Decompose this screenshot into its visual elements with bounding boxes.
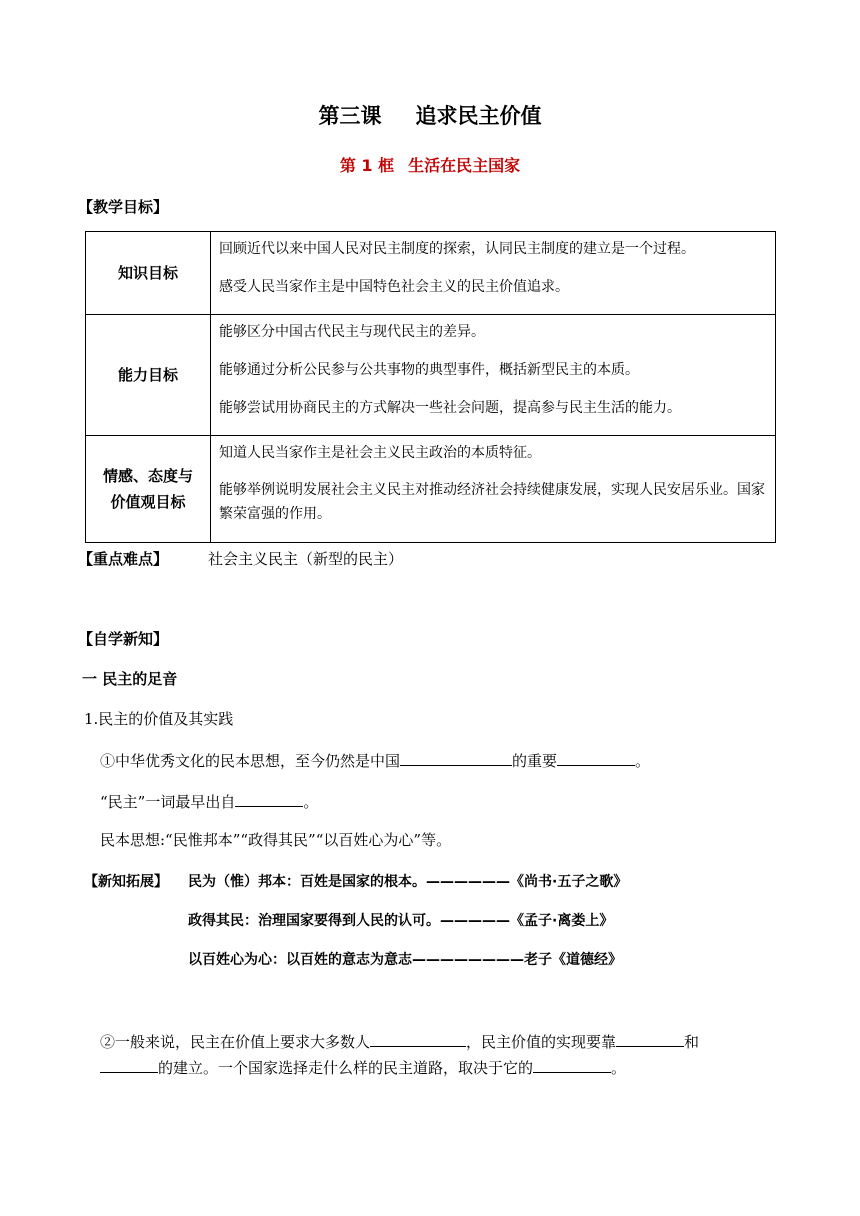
goal-item: 回顾近代以来中国人民对民主制度的探索，认同民主制度的建立是一个过程。 <box>219 241 695 257</box>
section-heading: 一 民主的足音 <box>82 670 178 688</box>
section-subtitle <box>0 153 860 176</box>
text-segment: ②一般来说，民主在价值上要求大多数人 <box>100 1033 371 1051</box>
answer-blank[interactable] <box>400 749 512 766</box>
key-points-heading: 【重点难点】 <box>78 550 169 568</box>
goal-item: 知道人民当家作主是社会主义民主政治的本质特征。 <box>219 445 541 461</box>
fill-line-2 <box>100 790 318 812</box>
goal-content <box>211 315 776 436</box>
goal-item: 感受人民当家作主是中国特色社会主义的民主价值追求。 <box>219 279 569 295</box>
goal-item: 能够举例说明发展社会主义民主对推动经济社会持续健康发展，实现人民安居乐业。国家繁荣富强的作用。 <box>219 482 765 522</box>
goal-item: 能够区分中国古代民主与现代民主的差异。 <box>219 324 485 340</box>
text-segment: 。 <box>635 752 651 770</box>
text-segment: 。 <box>303 793 319 811</box>
goal-label: 能力目标 <box>86 315 211 436</box>
fill-line-1 <box>100 749 650 771</box>
goals-row-knowledge <box>86 232 776 315</box>
subtitle-number: 第 1 框 <box>339 156 395 175</box>
extension-quote: 政得其民：治理国家要得到人民的认可。—————《孟子·离娄上》 <box>188 913 614 929</box>
extension-quote: 以百姓心为心：以百姓的意志为意志————————老子《道德经》 <box>188 952 622 968</box>
extension-label: 【新知拓展】 <box>84 874 168 890</box>
answer-blank[interactable] <box>370 1030 466 1047</box>
goals-row-ability <box>86 315 776 436</box>
answer-blank[interactable] <box>100 1056 158 1073</box>
text-segment: “民主”一词最早出自 <box>100 793 236 811</box>
lesson-title-number: 第三课 <box>318 104 382 128</box>
teaching-goals-heading: 【教学目标】 <box>78 198 169 216</box>
lesson-title <box>0 100 860 130</box>
key-points <box>78 548 403 569</box>
answer-blank[interactable] <box>533 1056 611 1073</box>
goal-item: 能够尝试用协商民主的方式解决一些社会问题，提高参与民主生活的能力。 <box>219 400 681 416</box>
key-points-text: 社会主义民主（新型的民主） <box>208 550 404 568</box>
teaching-goals-table <box>85 231 776 543</box>
text-segment: 。 <box>611 1059 627 1077</box>
goal-label: 知识目标 <box>86 232 211 315</box>
answer-blank[interactable] <box>235 790 303 807</box>
text-segment: 的建立。一个国家选择走什么样的民主道路，取决于它的 <box>158 1059 534 1077</box>
goal-label-line: 价值观目标 <box>110 493 186 511</box>
lesson-title-name: 追求民主价值 <box>415 104 542 128</box>
text-segment: ，民主价值的实现要靠 <box>466 1033 617 1051</box>
answer-blank[interactable] <box>616 1030 684 1047</box>
self-study-heading: 【自学新知】 <box>78 630 169 648</box>
subtitle-name: 生活在民主国家 <box>408 156 521 175</box>
goal-label <box>86 436 211 543</box>
text-segment: 的重要 <box>512 752 558 770</box>
goal-content <box>211 436 776 543</box>
item-heading: 1.民主的价值及其实践 <box>84 710 234 728</box>
fill-line-4 <box>100 1030 699 1052</box>
goals-row-attitude <box>86 436 776 543</box>
text-segment: ①中华优秀文化的民本思想，至今仍然是中国 <box>100 752 401 770</box>
text-segment: 和 <box>684 1033 700 1051</box>
minben-thought-line: 民本思想:“民惟邦本”“政得其民”“以百姓心为心”等。 <box>100 831 452 849</box>
extension-quote: 民为（惟）邦本：百姓是国家的根本。——————《尚书·五子之歌》 <box>188 874 628 890</box>
goal-label-line: 情感、态度与 <box>102 467 193 485</box>
fill-line-5 <box>100 1056 626 1078</box>
answer-blank[interactable] <box>557 749 635 766</box>
goal-item: 能够通过分析公民参与公共事物的典型事件，概括新型民主的本质。 <box>219 362 639 378</box>
goal-content <box>211 232 776 315</box>
